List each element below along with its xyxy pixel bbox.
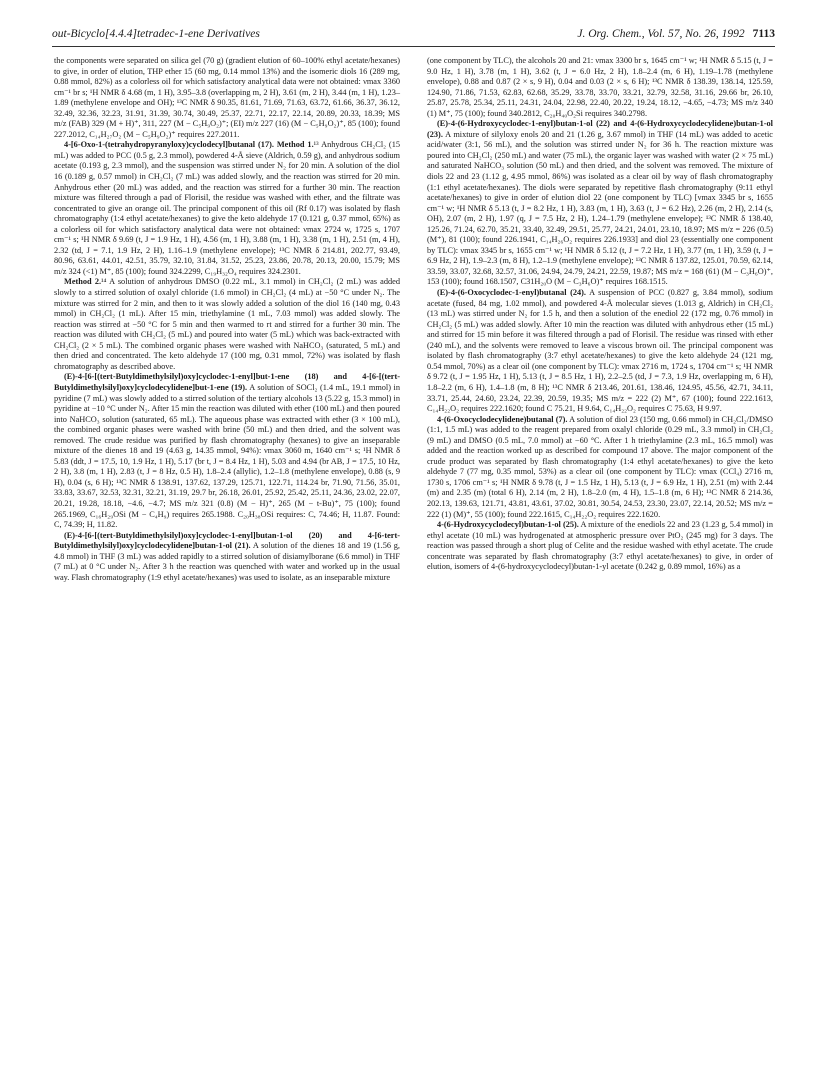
- page-number: 7113: [752, 28, 775, 40]
- paragraph-text: A solution of the dienes 18 and 19 (1.56 g, 4.8 mmol) in THF (3 mL) was added rapidly to a stirred solution of disiamylborane (6.6 mmol) in THF (7 mL) at 0 °C under N₂. After 3 h the reaction was quenched with water and worked up in the usual way. Flash chromatography (1:9 ethyl acetate/hexanes) was used to isolate, as an inseparable mixture: [54, 541, 400, 582]
- running-title: out-Bicyclo[4.4.4]tetradec-1-ene Derivatives: [52, 28, 260, 40]
- paragraph: [427, 415, 773, 520]
- paragraph-text: ¹³ Anhydrous CH₂Cl₂ (15 mL) was added to PCC (0.5 g, 2.3 mmol), powdered 4-Å sieve (Aldrich, 0.59 g), and anhydrous sodium acetate (0.193 g, 2.3 mmol), and the suspension was stirred under N₂ for 20 min. A solution of the diol 16 (0.189 g, 0.57 mmol) in CH₂Cl₂ (7 mL) was added slowly, and the reaction was stirred for 20 min. Anhydrous ether (20 mL) was added, and the reaction was stirred for a further 30 min. The reaction mixture was filtered through a pad of Florisil, the residue was washed with ether, and the filtrate was concentrated to give an orange oil. The principal component of this oil (Rf 0.17) was isolated by flash chromatography (1:4 ethyl acetate/hexanes) to give the keto aldehyde 17 (0.121 g, 0.37 mmol, 65%) as a colorless oil for which satisfactory analytical data were not obtained: νmax 2724 w, 1725 s, 1707 cm⁻¹ s; ¹H NMR δ 9.69 (t, J = 1.9 Hz, 1 H), 4.56 (m, 1 H), 3.88 (m, 1 H), 3.38 (m, 1 H), 2.51 (m, 4 H), 2.32 (td, J = 7.1, 1.9 Hz, 2 H), 1.16–1.9 (methylene envelope); ¹³C NMR δ 214.81, 202.77, 93.49, 80.96, 63.61, 44.01, 42.51, 35.79, 32.10, 31.84, 31.52, 25.23, 23.86, 20.78, 20.13, 20.00, 15.79; MS m/z 324 (<1) M⁺, 85 (100); found 324.2299, C₁₉H₃₂O₄ requires 324.2301.: [54, 140, 400, 276]
- journal-citation: [577, 28, 775, 40]
- paragraph-text: (one component by TLC), the alcohols 20 and 21: νmax 3300 br s, 1645 cm⁻¹ w; ¹H NMR δ 5.15 (t, J = 9.0 Hz, 1 H), 3.78 (m, 1 H), 3.62 (t, J = 6.0 Hz, 2 H), 1.8–2.4 (m, 6 H), 1.19–1.78 (methylene envelope), 0.88 and 0.87 (2 × s, 9 H), 0.04 and 0.03 (2 × s, 6 H); ¹³C NMR δ 138.39, 138.14, 125.59, 124.90, 71.86, 71.53, 62.83, 62.68, 35.29, 33.78, 33.70, 33.21, 32.79, 32.58, 31.16, 29.66 br, 26.10, 25.87, 25.78, 25.34, 25.11, 24.31, 24.04, 22.98, 22.40, 20.22, 19.24, 18.12, −4.65, −4.73; MS m/z 340 (1) M⁺, 75 (100); found 340.2812, C₂₀H₄₀O₂Si requires 340.2798.: [427, 56, 773, 118]
- journal-name: J. Org. Chem., Vol. 57, No. 26, 1992: [577, 28, 745, 40]
- running-header: [52, 26, 775, 47]
- paragraph-heading: (E)-4-(6-Oxocyclodec-1-enyl)butanal (24).: [437, 288, 586, 298]
- paragraph-heading: (E)-4-[6-[(tert-Butyldimethylsilyl)oxy]cyclodec-1-enyl]butan-1-ol (20) and 4-[6-tert-Butyldimethylsilyl)oxy]cyclodecylidene]butan-1-ol (21).: [54, 530, 400, 551]
- paragraph-heading: 4-(6-Hydroxycyclodecyl)butan-1-ol (25).: [437, 520, 579, 530]
- paragraph: [427, 288, 773, 415]
- paragraph: [427, 56, 773, 119]
- left-column: [54, 56, 400, 583]
- paragraph-heading: 4-(6-Oxocyclodecylidene)butanal (7).: [437, 414, 568, 424]
- paragraph-text: A solution of SOCl₂ (1.4 mL, 19.1 mmol) in pyridine (7 mL) was slowly added to a stirred solution of the tertiary alcohols 13 (5.22 g, 15.3 mmol) in pyridine at −10 °C under N₂. After 15 min the reaction was diluted with ether (100 mL) and then poured into NaHCO₃ solution (saturated, 65 mL). The aqueous phase was extracted with ether (3 × 100 mL), the combined organic phases were washed with brine (50 mL) and then dried, and the solvent was removed. The crude residue was purified by flash chromatography (hexanes) to give an inseparable mixture of the dienes 18 and 19 (4.63 g, 14.35 mmol, 94%): νmax 3060 m, 1640 cm⁻¹ s; ¹H NMR δ 5.83 (ddt, J = 17.5, 10, 1.9 Hz, 1 H), 5.17 (br t, J = 8.4 Hz, 1 H), 5.03 and 4.94 (br AB, J = 17.5, 10 Hz, 2 H), 3.8 (m, 1 H), 2.83 (t, J = 8 Hz, 0.5 H), 1.8–2.4 (allylic), 1.2–1.8 (methylene envelope), 0.88 (s, 9 H), 0.04 (s, 6 H); ¹³C NMR δ 138.91, 137.62, 137.29, 125.71, 122.71, 114.24 br, 71.90, 71.56, 35.01, 33.83, 33.67, 32.53, 32.31, 32.21, 31.19, 29.7 br, 26.18, 26.01, 25.92, 25.42, 25.11, 24.36, 23.02, 22.07, 20.21, 19.28, 18.18, −4.6, −4.7; MS m/z 321 (0.8) (M − H)⁺, 265 (M − t-Bu)⁺, 75 (100); found 265.1969, C₁₆H₂₉OSi (M − C₄H₉) requires 265.1988. C₂₀H₃₈OSi requires: C, 74.46; H, 11.87. Found: C, 74.39; H, 11.82.: [54, 382, 401, 530]
- paragraph-heading: (E)-4-[6-[(tert-Butyldimethylsilyl)oxy]cyclodec-1-enyl]but-1-ene (18) and 4-[6-[(tert-Butyldimethylsilyl)oxy]cyclodecylidene]but-1-ene (19).: [54, 372, 400, 392]
- paragraph-heading: (E)-4-(6-Hydroxycyclodec-1-enyl)butan-1-ol (22) and 4-(6-Hydroxycyclodecylidene)butan-1-ol (23).: [427, 119, 773, 139]
- paragraph: [54, 372, 400, 530]
- paragraph: [54, 56, 400, 140]
- paragraph-text: ¹⁴ A solution of anhydrous DMSO (0.22 mL, 3.1 mmol) in CH₂Cl₂ (2 mL) was added slowly to a stirred solution of oxalyl chloride (1.6 mmol) in CH₂Cl₂ (4 mL) at −50 °C under N₂. The mixture was stirred for 2 min, and then to it was slowly added a solution of the diol 16 (140 mg, 0.43 mmol) in CH₂Cl₂ (1 mL). After 15 min, triethylamine (1 mL, 7.03 mmol) was added slowly. The reaction was stirred at −50 °C for 5 min and then warmed to rt and stirred for a further 30 min. The reaction was diluted with CH₂Cl₂ (5 mL) and poured into water (5 mL) which was back-extracted with CH₂Cl₂ (2 × 5 mL). The combined organic phases were washed with NaHCO₃ (saturated, 5 mL) and then dried and concentrated. The keto aldehyde 17 (100 mg, 0.31 mmol, 72%) was isolated by flash chromatography as described above.: [54, 277, 400, 371]
- paragraph: [427, 119, 773, 288]
- paragraph: [427, 520, 773, 573]
- paragraph-heading: Method 2.: [64, 277, 102, 287]
- paragraph-text: A mixture of the enediols 22 and 23 (1.23 g, 5.4 mmol) in ethyl acetate (10 mL) was hydrogenated at atmospheric pressure over PtO₂ (245 mg) for 3 days. The reaction was passed through a short plug of Celite and the residue washed with ethyl acetate. The crude concentrate was separated by flash chromatography (3:7 ethyl acetate/hexanes) to give, in order of elution, isomers of 4-(6-hydroxycyclodecyl)butan-1-yl acetate (0.242 g, 0.89 mmol, 16%) as a: [427, 520, 773, 572]
- paragraph-text: A suspension of PCC (0.827 g, 3.84 mmol), sodium acetate (fused, 84 mg, 1.02 mmol), and powdered 4-Å molecular sieves (1.013 g, Aldrich) in CH₂Cl₂ (13 mL) was stirred under N₂ for 1.5 h, and then a solution of the enediol 22 (172 mg, 0.76 mmol) in CH₂Cl₂ (5 mL) was added slowly. After 10 min the reaction was diluted with anhydrous ether (15 mL) and stirred for 15 min before it was filtered through a pad of Florisil. The residue was rinsed with ether (240 mL), and the solvents were removed to leave a viscous brown oil. The principal component was isolated by flash chromatography (3:7 ethyl acetate/hexanes) to give the keto aldehyde 24 (121 mg, 0.54 mmol, 70%) as a clear oil (one component by TLC): νmax 2716 m, 1724 s, 1704 cm⁻¹ s; ¹H NMR δ 9.72 (t, J = 1.95 Hz, 1 H), 5.13 (t, J = 8.5 Hz, 1 H), 2.2–2.5 (td, J = 7.3, 1.9 Hz, overlapping m, 6 H), 1.8–2.2 (m, 6 H), 1.4–1.8 (m, 8 H); ¹³C NMR δ 213.46, 201.61, 138.46, 124.95, 45.56, 42.71, 34.11, 33.71, 25.44, 24.60, 23.24, 22.39, 20.59, 19.35; MS m/z = 222 (2) M⁺, 67 (100); found 222.1613, C₁₄H₂₂O₂ requires 222.1620; found C 75.21, H 9.64, C₁₄H₂₂O₂ requires C 75.63, H 9.97.: [427, 288, 773, 414]
- paragraph-text: A mixture of silyloxy enols 20 and 21 (1.26 g, 3.67 mmol) in THF (14 mL) was added to acetic acid/water (3:1, 56 mL), and the solution was stirred under N₂ for 36 h. The reaction mixture was poured into CH₂Cl₂ (250 mL) and water (75 mL), the organic layer was washed with water (2 × 75 mL) and saturated NaHCO₃ solution (50 mL) and then dried, and the solvent was removed. The mixture of diols 22 and 23 (1.12 g, 4.95 mmol, 86%) was isolated as a clear oil by way of flash chromatography (1:1 ethyl acetate/hexanes). The diols were separated by repetitive flash chromatography (9:11 ethyl acetate/hexanes) to give in order of elution diol 22 (one component by TLC) [νmax 3345 br s, 1655 cm⁻¹ w; ¹H NMR δ 5.13 (t, J = 8.2 Hz, 1 H), 3.83 (m, 1 H), 3.63 (t, J = 6.2 Hz), 2.26 (m, 2 H), 2.14 (s, OH), 2.07 (m, 2 H), 1.97 (q, J = 7.5 Hz, 2 H), 1.24–1.79 (methylene envelope); ¹³C NMR δ 138.40, 125.26, 71.24, 62.70, 35.21, 33.40, 32.49, 29.51, 25.77, 24.21, 24.01, 23.10, 18.97; MS m/z = 226 (0.5) (M⁺), 81 (100); found 226.1941, C₁₄H₂₆O₂ requires 226.1933] and diol 23 (essentially one component by TLC): νmax 3345 br s, 1655 cm⁻¹ w; ¹H NMR δ 5.12 (t, J = 7.2 Hz, 1 H), 3.77 (m, 1 H), 3.59 (t, J = 6.9 Hz, 2 H), 1.9–2.3 (m, 8 H), 1.2–1.9 (methylene envelope); ¹³C NMR δ 137.82, 125.01, 70.59, 62.14, 33.59, 33.07, 32.68, 32.57, 31.06, 24.94, 24.79, 24.21, 22.59, 19.87; MS m/z = 168 (61) (M − C₃H₆O)⁺, 153 (100); found 168.1507, C31H₂₀O (M − C₃H₆O)⁺ requires 168.1515.: [427, 129, 773, 287]
- paragraph: [54, 531, 400, 584]
- paragraph: [54, 277, 400, 372]
- paragraph-heading: 4-[6-Oxo-1-(tetrahydropyranyloxy)cyclodecyl]butanal (17). Method 1.: [64, 140, 314, 150]
- paragraph-text: A solution of diol 23 (150 mg, 0.66 mmol) in CH₂Cl₂/DMSO (1:1, 1.5 mL) was added to the reagent prepared from oxalyl chloride (0.29 mL, 3.3 mmol) in CH₂Cl₂ (9 mL) and DMSO (0.5 mL, 7.0 mmol) at −60 °C. After 1 h triethylamine (2.3 mL, 16.5 mmol) was added and the reaction worked up as described for compound 17 above. The major component of the crude product was separated by flash chromatography (1:4 ethyl acetate/hexanes) to give the keto aldehyde 7 (77 mg, 0.35 mmol, 53%) as a clear oil (one component by TLC): νmax (CCl₄) 2716 m, 1730 s, 1706 cm⁻¹ s; ¹H NMR δ 9.78 (t, J = 1.5 Hz, 1 H), 5.13 (t, J = 6.9 Hz, 1 H), 2.51 (m) with 2.44 (m) and 2.35 (m) (total 6 H), 2.14 (m, 2 H), 1.8–2.0 (m, 4 H), 1.5–1.8 (m, 6 H); ¹³C NMR δ 214.36, 202.13, 139.63, 121.71, 43.81, 43.61, 37.02, 30.81, 30.54, 24.53, 23.30, 23.07, 22.14, 20.52; MS m/z = 222 (1) (M)⁺, 55 (100); found 222.1615, C₁₄H₂₂O₂ requires 222.1620.: [427, 414, 774, 519]
- paragraph-text: the components were separated on silica gel (70 g) (gradient elution of 60–100% ethyl acetate/hexanes) to give, in order of elution, THP ether 15 (60 mg, 0.14 mmol 13%) and the isomeric diols 16 (289 mg, 0.88 mmol, 82%) as a colorless oil for which satisfactory analytical data were not obtained: νmax 3360 cm⁻¹ br s; ¹H NMR δ 4.68 (m, 1 H), 3.95–3.8 (overlapping m, 2 H), 3.61 (m, 2 H), 3.44 (m, 1 H), 1.23–1.89 (methylene envelope and OH); ¹³C NMR δ 90.35, 81.61, 71.69, 71.63, 63.72, 61.66, 36.37, 36.12, 32.49, 32.36, 32.23, 31.91, 31.39, 30.74, 30.49, 25.37, 22.71, 22.17, 22.14, 20.89, 20.33, 18.39; MS m/z (FAB) 329 (M + H)⁺, 311, 227 (M − C₅H₉O₂)⁺; (EI) m/z 227 (16) (M − C₅H₉O₂)⁺, 85 (100); found 227.2012, C₁₄H₂₇O₂ (M − C₅H₉O₂)⁺ requires 227.2011.: [54, 56, 400, 139]
- paragraph: [54, 140, 400, 277]
- right-column: [427, 56, 773, 573]
